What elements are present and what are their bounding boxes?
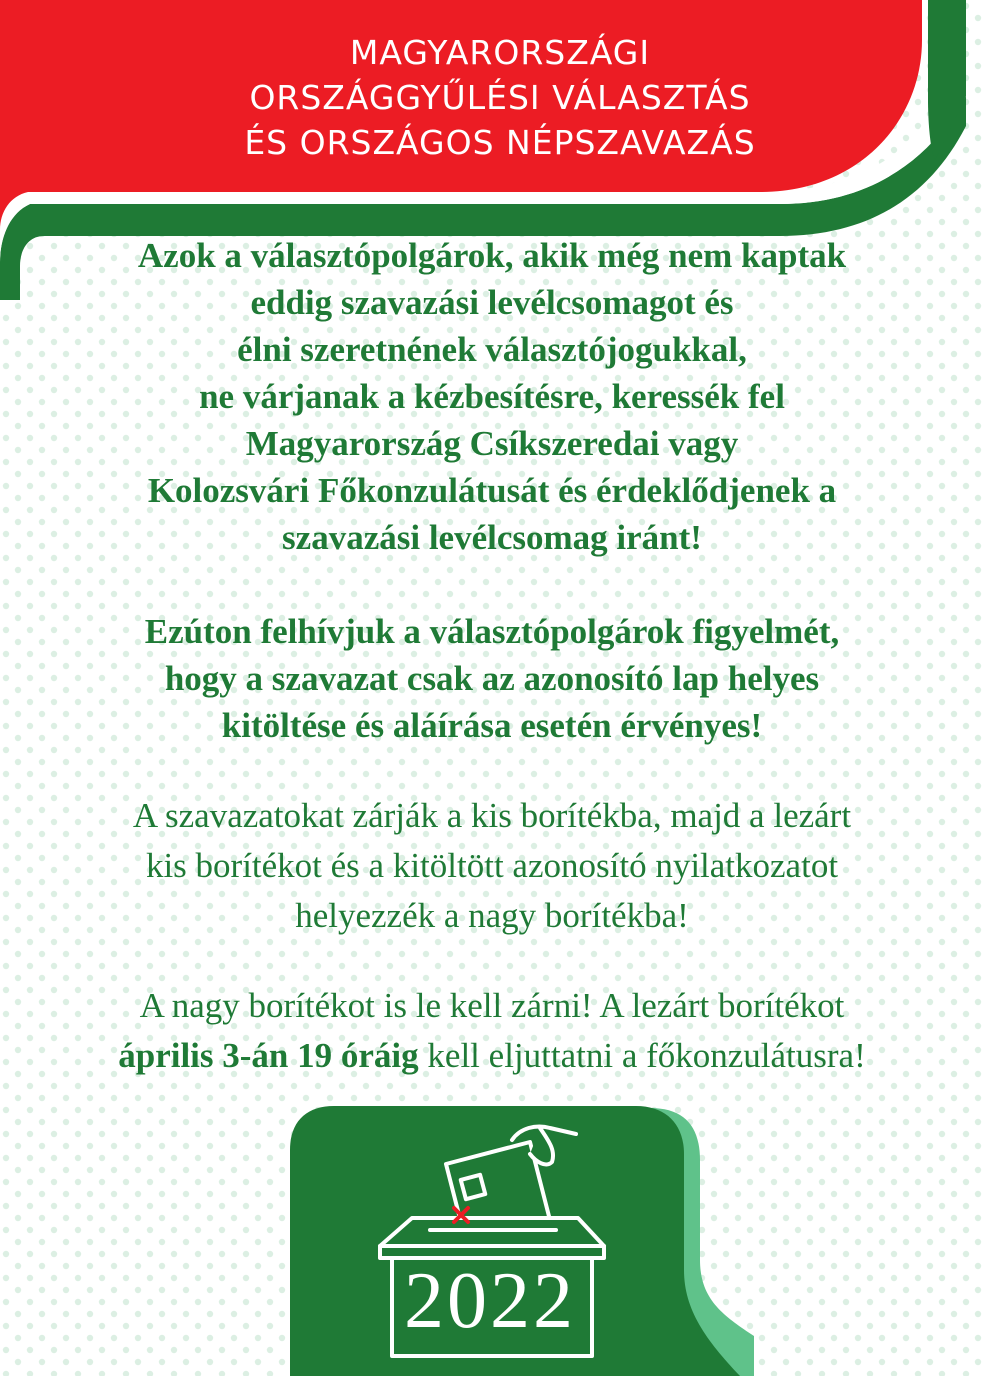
text-line: szavazási levélcsomag iránt!	[282, 518, 702, 557]
text-line: A szavazatokat zárják a kis borítékba, majd a lezárt	[132, 796, 852, 835]
text-line: Magyarország Csíkszeredai vagy	[245, 424, 739, 463]
year-label: 2022	[404, 1257, 576, 1345]
paragraph-deadline	[20, 981, 964, 1081]
text-line: élni szeretnének választójogukkal,	[237, 330, 747, 369]
text-line: ne várjanak a kézbesítésre, keressék fel	[199, 377, 785, 416]
paragraph-validity-notice	[20, 608, 964, 749]
deadline-rest: kell eljuttatni a főkonzulátusra!	[418, 1036, 866, 1075]
deadline-line	[20, 1031, 964, 1081]
text-line: helyezzék a nagy borítékba!	[295, 896, 689, 935]
text-line: eddig szavazási levélcsomagot és	[250, 283, 734, 322]
header-title	[150, 30, 850, 165]
paragraph-envelope-instructions	[20, 791, 964, 941]
text-line: Kolozsvári Főkonzulátusát és érdeklődjenek a	[147, 471, 837, 510]
deadline-date: április 3-án 19 óráig	[118, 1036, 419, 1075]
text-line: Ezúton felhívjuk a választópolgárok figyelmét,	[144, 612, 840, 651]
text-line: Azok a választópolgárok, akik még nem kaptak	[137, 236, 847, 275]
text-line: kis borítékot és a kitöltött azonosító nyilatkozatot	[145, 846, 839, 885]
text-line: kitöltése és aláírása esetén érvényes!	[221, 706, 763, 745]
paragraph-request-package	[20, 232, 964, 561]
text-line: hogy a szavazat csak az azonosító lap helyes	[164, 659, 820, 698]
header-title-line: MAGYARORSZÁGI	[349, 33, 651, 72]
text-line: A nagy borítékot is le kell zárni! A lezárt borítékot	[139, 986, 845, 1025]
header-title-line: ÉS ORSZÁGOS NÉPSZAVAZÁS	[244, 123, 756, 162]
header-title-line: ORSZÁGGYŰLÉSI VÁLASZTÁS	[249, 78, 751, 117]
